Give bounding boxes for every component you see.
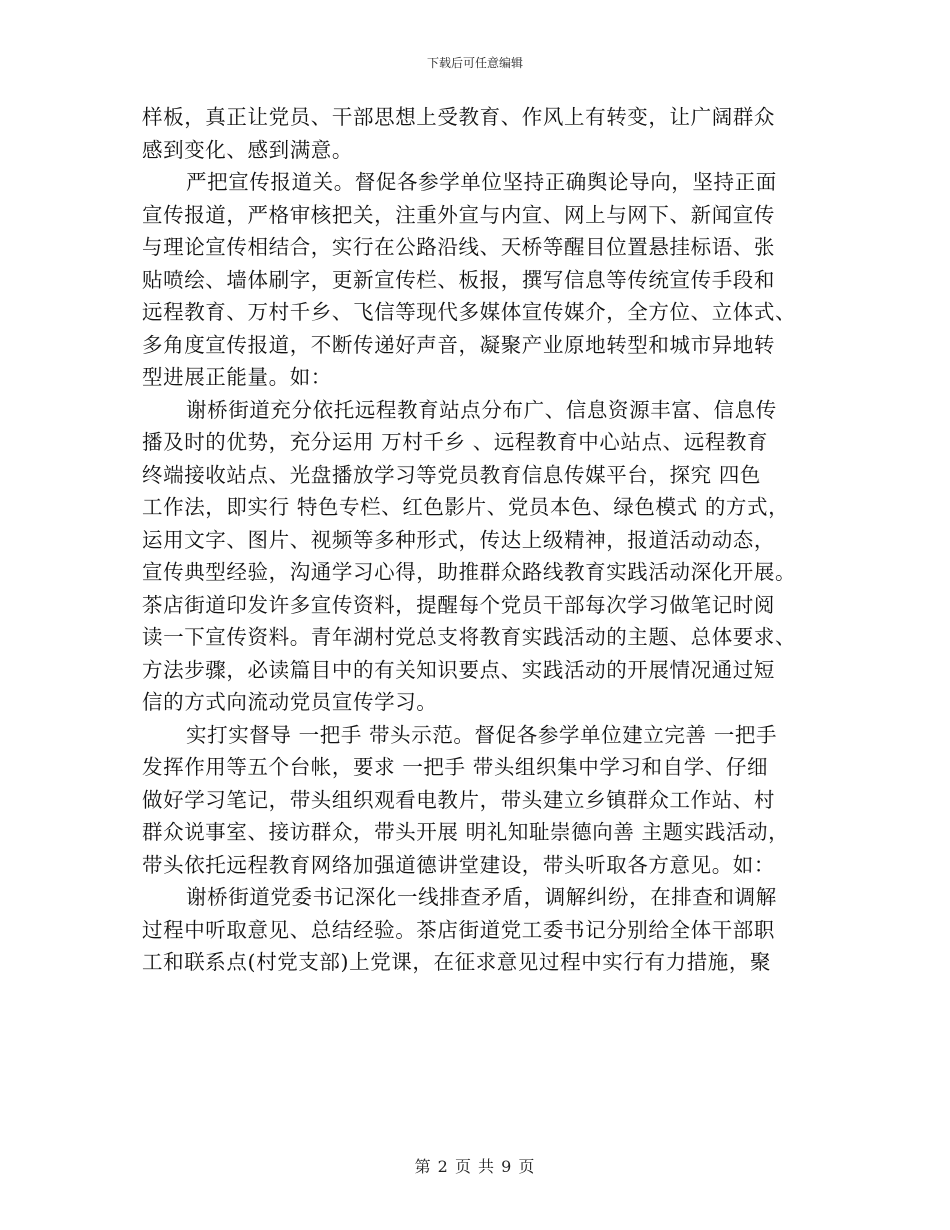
text-line: 实打实督导 一把手 带头示范。督促各参学单位建立完善 一把手 — [186, 722, 778, 747]
page-header: 下载后可任意编辑 — [426, 56, 523, 70]
text-line: 做好学习笔记，带头组织观看电教片，带头建立乡镇群众工作站、村 — [142, 787, 775, 812]
text-line: 贴喷绘、墙体刷字，更新宣传栏、板报，撰写信息等传统宣传手段和 — [142, 267, 775, 292]
text-line: 与理论宣传相结合，实行在公路沿线、天桥等醒目位置悬挂标语、张 — [142, 235, 775, 259]
text-line: 谢桥街道党委书记深化一线排查矛盾，调解纠纷，在排查和调解 — [186, 885, 777, 909]
text-line: 工和联系点(村党支部)上党课，在征求意见过程中实行有力措施，聚 — [142, 950, 772, 974]
text-line: 信的方式向流动党员宣传学习。 — [142, 690, 438, 714]
text-line: 样板，真正让党员、干部思想上受教育、作风上有转变，让广阔群众 — [142, 105, 775, 129]
text-line: 宣传典型经验，沟通学习心得，助推群众路线教育实践活动深化开展。 — [142, 560, 797, 584]
document-body — [142, 101, 808, 979]
text-line: 谢桥街道充分依托远程教育站点分布广、信息资源丰富、信息传 — [186, 397, 777, 422]
text-line: 运用文字、图片、视频等多种形式，传达上级精神，报道活动动态， — [142, 527, 775, 552]
page-footer: 第 2 页 共 9 页 — [414, 1157, 536, 1176]
text-line: 播及时的优势，充分运用 万村千乡 、远程教育中心站点、远程教育 — [142, 430, 769, 454]
text-line: 宣传报道，严格审核把关，注重外宣与内宣、网上与网下、新闻宣传 — [142, 202, 775, 227]
text-line: 感到变化、感到满意。 — [142, 137, 353, 162]
text-line: 过程中听取意见、总结经验。茶店街道党工委书记分别给全体干部职 — [142, 917, 775, 942]
text-line: 远程教育、万村千乡、飞信等现代多媒体宣传媒介，全方位、立体式、 — [142, 300, 797, 324]
text-line: 读一下宣传资料。青年湖村党总支将教育实践活动的主题、总体要求、 — [142, 625, 797, 649]
text-line: 方法步骤，必读篇目中的有关知识要点、实践活动的开展情况通过短 — [142, 657, 775, 682]
text-line: 型进展正能量。如： — [142, 365, 332, 389]
text-line: 发挥作用等五个台帐，要求 一把手 带头组织集中学习和自学、仔细 — [142, 755, 769, 779]
text-line: 终端接收站点、光盘播放学习等党员教育信息传媒平台，探究 四色 — [142, 462, 762, 487]
text-line: 多角度宣传报道，不断传递好声音，凝聚产业原地转型和城市异地转 — [142, 332, 775, 357]
text-line: 群众说事室、接访群众，带头开展 明礼知耻崇德向善 主题实践活动， — [142, 820, 790, 844]
text-line: 带头依托远程教育网络加强道德讲堂建设，带头听取各方意见。如： — [142, 852, 775, 877]
text-line: 茶店街道印发许多宣传资料，提醒每个党员干部每次学习做笔记时阅 — [142, 592, 775, 617]
text-line: 严把宣传报道关。督促各参学单位坚持正确舆论导向，坚持正面 — [186, 170, 777, 194]
text-line: 工作法，即实行 特色专栏、红色影片、党员本色、绿色模式 的方式， — [142, 495, 790, 519]
